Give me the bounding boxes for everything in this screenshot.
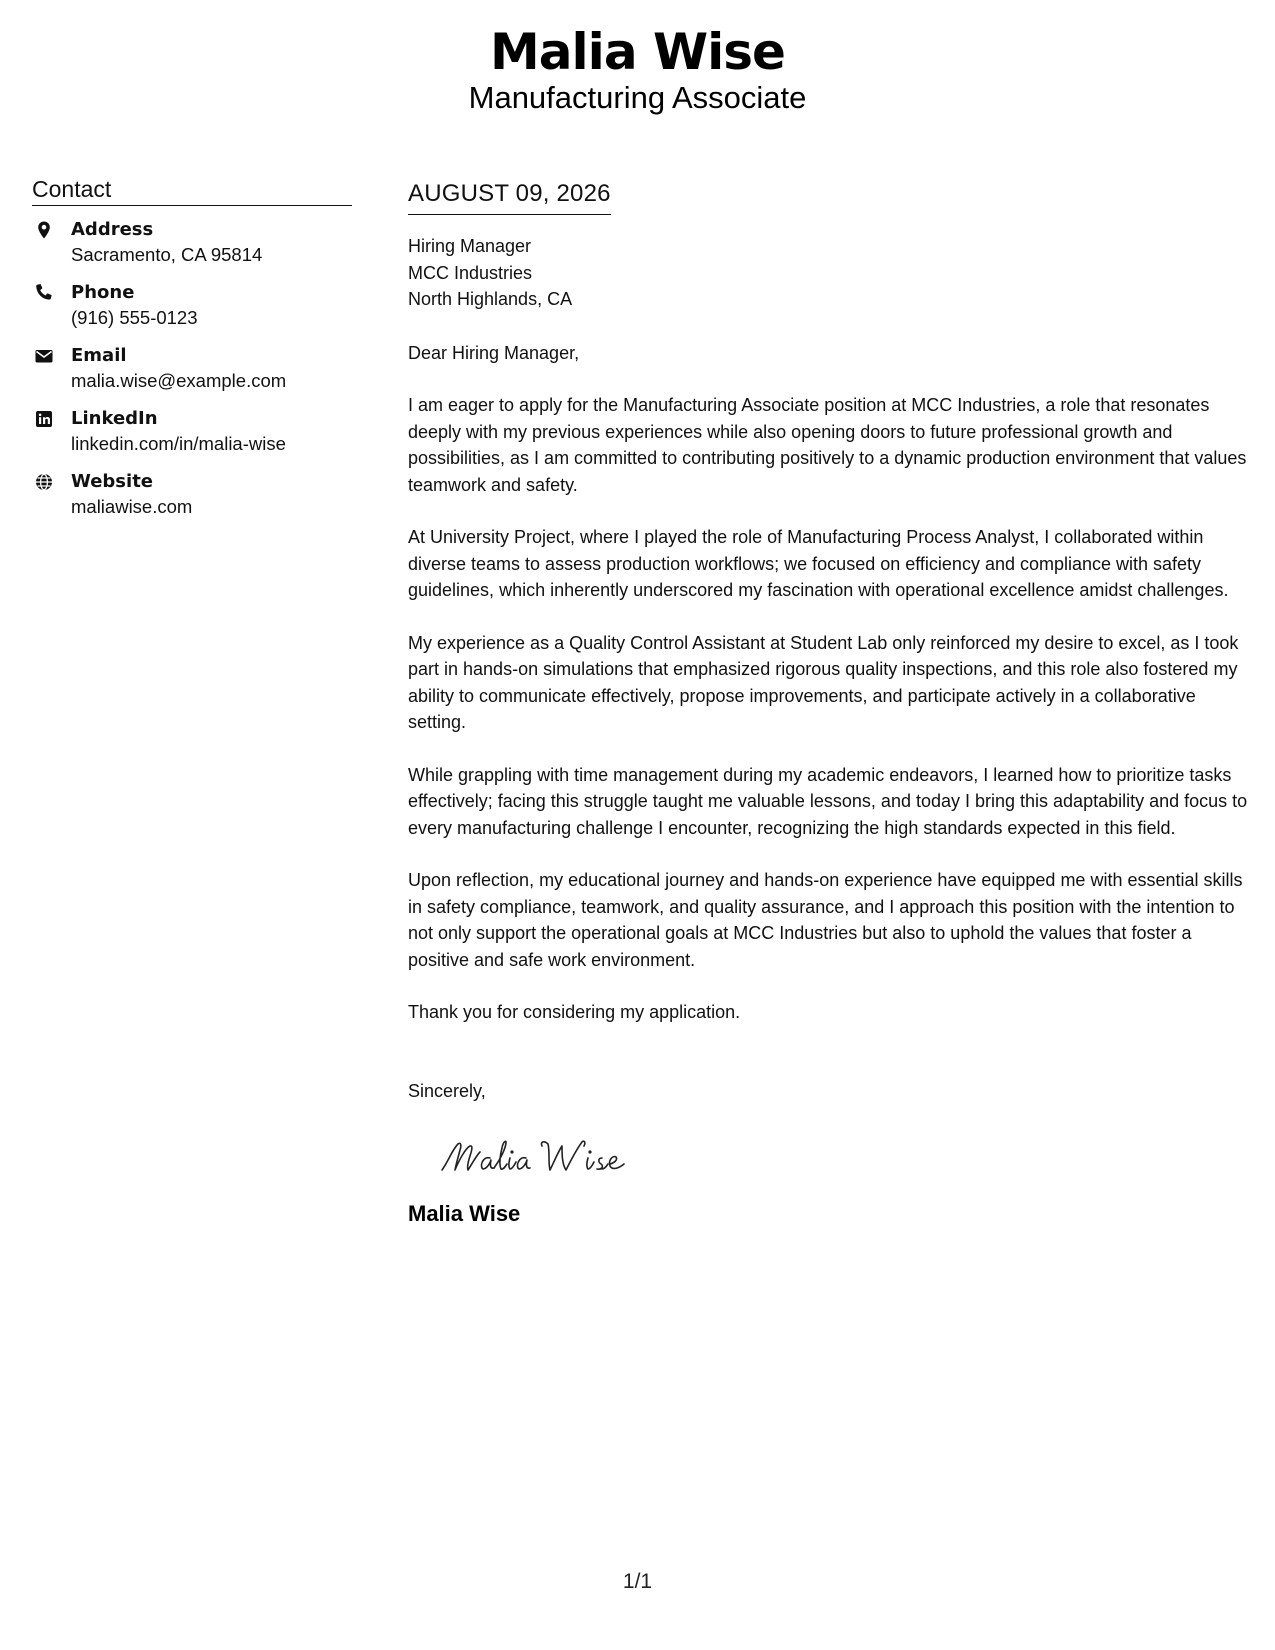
contact-heading: Contact	[32, 174, 352, 206]
letter-paragraph: Upon reflection, my educational journey and hands-on experience have equipped me with essential skills in safety compliance, teamwork, and quality assurance, and I approach this position with the intention to not only support the operational goals at MCC Industries but also to uphold the values that foster a positive and safe work environment.	[408, 870, 1243, 970]
letter-paragraph: Thank you for considering my application.	[408, 1002, 741, 1022]
contact-item-address	[32, 217, 352, 280]
letter-paragraph: I am eager to apply for the Manufacturing Associate position at MCC Industries, a role that resonates deeply with my previous experiences while also opening doors to future professional growth and possibilities, as I am committed to contributing positively to a dynamic production environment that values teamwork and safety.	[408, 395, 1247, 495]
contact-label: Email	[71, 345, 127, 366]
recipient-line: Hiring Manager	[408, 236, 532, 256]
recipient-line: MCC Industries	[408, 262, 533, 283]
salutation: Dear Hiring Manager,	[408, 342, 580, 363]
contact-sidebar	[32, 174, 352, 532]
contact-list	[32, 217, 352, 532]
closing: Sincerely,	[408, 1080, 486, 1101]
linkedin-value: linkedin.com/in/malia-wise	[71, 433, 286, 454]
contact-label: Phone	[71, 282, 135, 303]
linkedin-icon	[34, 409, 54, 429]
phone-icon	[34, 283, 54, 303]
signed-name: Malia Wise	[408, 1201, 521, 1226]
letter-paragraph: My experience as a Quality Control Assistant at Student Lab only reinforced my desire to excel, as I took part in hands-on simulations that emphasized rigorous quality inspections, and this role also fostered my ability to communicate effectively, propose improvements, and participate actively in a collaborative setting.	[408, 632, 1239, 732]
contact-label: Website	[71, 471, 154, 492]
applicant-name: Malia Wise	[490, 23, 785, 81]
contact-item-linkedin	[32, 406, 352, 469]
applicant-job-title: Manufacturing Associate	[468, 80, 807, 115]
website-value: maliawise.com	[71, 496, 193, 517]
contact-item-website	[32, 469, 352, 532]
letter-body	[408, 178, 1253, 1228]
page-number: 1/1	[622, 1570, 653, 1593]
handwritten-signature	[438, 1132, 638, 1182]
letter-date: AUGUST 09, 2026	[408, 178, 611, 215]
letter-paragraph: At University Project, where I played the role of Manufacturing Process Analyst, I collaborated within diverse teams to assess production workflows; we focused on efficiency and compliance with safety guidelines, which inherently underscored my fascination with operational excellence amidst challenges.	[408, 527, 1229, 600]
address-value: Sacramento, CA 95814	[71, 244, 263, 265]
contact-item-phone	[32, 280, 352, 343]
location-pin-icon	[34, 220, 54, 240]
email-value: malia.wise@example.com	[71, 370, 287, 391]
letter-paragraph: While grappling with time management during my academic endeavors, I learned how to prioritize tasks effectively; facing this struggle taught me valuable lessons, and today I bring this adaptability and focus to every manufacturing challenge I encounter, recognizing the high standards expected in this field.	[408, 764, 1248, 838]
contact-label: LinkedIn	[71, 408, 158, 429]
recipient-line: North Highlands, CA	[408, 289, 573, 309]
contact-label: Address	[71, 219, 154, 240]
envelope-icon	[34, 346, 54, 366]
contact-item-email	[32, 343, 352, 406]
letter-header	[0, 22, 1275, 116]
phone-value: (916) 555-0123	[71, 307, 198, 328]
recipient-block	[408, 233, 1253, 313]
globe-icon	[34, 472, 54, 492]
